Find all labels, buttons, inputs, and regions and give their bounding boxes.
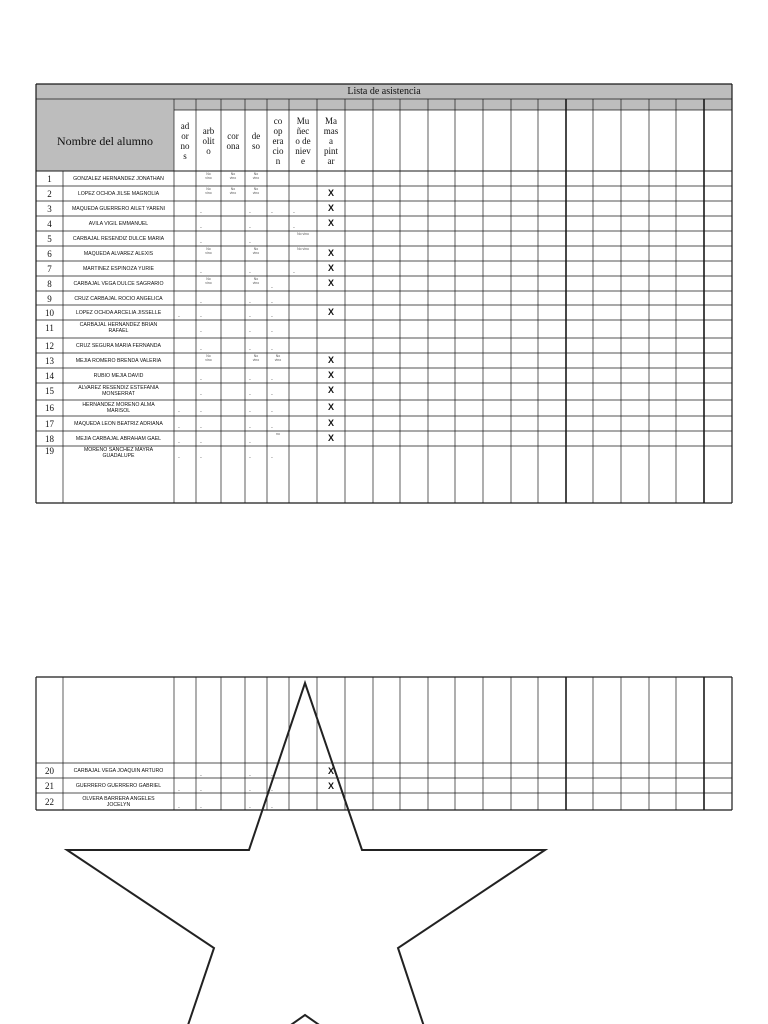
row-number: 14 bbox=[45, 370, 54, 381]
student-name: CARBAJAL VEGA JOAQUIN ARTURO bbox=[73, 768, 164, 774]
student-name: CRUZ CARBAJAL ROCIO ANGELICA bbox=[74, 295, 163, 302]
attendance-mark: . bbox=[249, 423, 251, 430]
attendance-mark: . bbox=[178, 803, 180, 810]
attendance-mark: . bbox=[271, 283, 273, 290]
attendance-mark: . bbox=[293, 208, 295, 215]
student-name: MEJIA ROMERO BRENDA VALERIA bbox=[75, 358, 162, 364]
attendance-mark: . bbox=[200, 327, 202, 334]
activity-column-header: arb olit o bbox=[202, 125, 215, 156]
row-number: 7 bbox=[47, 263, 52, 274]
activity-column-header: Ma mas a pint ar bbox=[323, 115, 339, 166]
attendance-mark: . bbox=[200, 407, 202, 414]
row-number: 5 bbox=[47, 233, 52, 244]
attendance-mark: . bbox=[271, 390, 273, 397]
attendance-mark: No vino bbox=[205, 277, 212, 285]
attendance-mark: . bbox=[200, 771, 202, 778]
attendance-mark: . bbox=[271, 453, 273, 460]
attendance-mark: . bbox=[249, 803, 251, 810]
attendance-mark: No vino bbox=[297, 232, 309, 236]
activity-column-header: co op era cio n bbox=[272, 115, 284, 166]
attendance-mark: No vino bbox=[297, 247, 309, 251]
attendance-mark: . bbox=[293, 268, 295, 275]
student-name: HERNANDEZ MORENO ALMA MARISOL bbox=[82, 402, 155, 414]
student-name: ALVAREZ RESENDIZ ESTEFANIA MONSERRAT bbox=[78, 385, 159, 397]
attendance-mark: . bbox=[249, 407, 251, 414]
row-number: 18 bbox=[45, 433, 54, 444]
attendance-mark: . bbox=[200, 453, 202, 460]
attendance-mark: . bbox=[271, 423, 273, 430]
attendance-mark: X bbox=[327, 780, 334, 791]
attendance-mark: . bbox=[271, 771, 273, 778]
attendance-mark: . bbox=[200, 238, 202, 245]
attendance-mark: No vino bbox=[252, 172, 260, 180]
attendance-mark: X bbox=[327, 278, 334, 288]
row-number: 3 bbox=[47, 203, 52, 214]
attendance-mark: . bbox=[200, 438, 202, 445]
row-number: 15 bbox=[45, 385, 54, 396]
attendance-mark: . bbox=[249, 208, 251, 215]
row-number: 10 bbox=[45, 307, 54, 318]
student-name: MAQUEDA GUERRERO AILET YARENI bbox=[71, 206, 166, 212]
attendance-mark: . bbox=[200, 312, 202, 319]
attendance-mark: . bbox=[271, 786, 273, 793]
attendance-mark: . bbox=[249, 375, 251, 382]
attendance-mark: No vino bbox=[205, 354, 212, 362]
attendance-mark: No vino bbox=[229, 187, 237, 195]
attendance-mark: No vino bbox=[229, 172, 237, 180]
row-number: 9 bbox=[47, 293, 52, 304]
attendance-mark: X bbox=[327, 248, 334, 258]
attendance-mark: . bbox=[249, 268, 251, 275]
attendance-mark: . bbox=[271, 312, 273, 319]
student-name: CARBAJAL VEGA DULCE SAGRARIO bbox=[73, 281, 164, 287]
row-number: 6 bbox=[47, 248, 52, 259]
attendance-mark: . bbox=[249, 771, 251, 778]
student-name: MEJIA CARBAJAL ABRAHAM GAEL bbox=[75, 436, 162, 442]
attendance-mark: X bbox=[327, 263, 334, 273]
activity-column-header: ad or no s bbox=[180, 120, 190, 161]
attendance-mark: . bbox=[200, 223, 202, 230]
attendance-mark: . bbox=[249, 453, 251, 460]
attendance-mark: . bbox=[178, 438, 180, 445]
name-column-header: Nombre del alumno bbox=[57, 133, 153, 148]
attendance-mark: . bbox=[178, 453, 180, 460]
student-name: LOPEZ OCHOA JILSE MAGNOLIA bbox=[77, 191, 160, 197]
table-title: Lista de asistencia bbox=[347, 85, 421, 97]
attendance-mark: X bbox=[327, 433, 334, 443]
row-number: 11 bbox=[45, 322, 54, 333]
row-number: 2 bbox=[47, 188, 52, 199]
student-name: GONZALEZ HERNANDEZ JONATHAN bbox=[73, 176, 164, 182]
attendance-mark: X bbox=[327, 418, 334, 428]
row-number: 1 bbox=[47, 173, 52, 184]
attendance-mark: . bbox=[271, 208, 273, 215]
activity-column-header: de so bbox=[251, 130, 261, 151]
attendance-mark: . bbox=[271, 345, 273, 352]
row-number: 4 bbox=[47, 218, 52, 229]
attendance-mark: . bbox=[178, 407, 180, 414]
attendance-mark: No vino bbox=[205, 247, 212, 255]
attendance-mark: X bbox=[327, 370, 334, 380]
attendance-mark: . bbox=[178, 423, 180, 430]
attendance-mark: . bbox=[249, 345, 251, 352]
attendance-mark: . bbox=[178, 312, 180, 319]
student-name: MAQUEDA LEON BEATRIZ ADRIANA bbox=[74, 421, 163, 427]
attendance-mark: . bbox=[271, 298, 273, 305]
attendance-mark: . bbox=[249, 438, 251, 445]
attendance-mark: . bbox=[249, 786, 251, 793]
student-name: CARBAJAL RESENDIZ DULCE MARIA bbox=[72, 236, 165, 242]
attendance-mark: . bbox=[249, 298, 251, 305]
attendance-mark: . bbox=[271, 375, 273, 382]
row-number: 8 bbox=[47, 278, 52, 289]
row-number: 21 bbox=[45, 780, 54, 791]
attendance-mark: . bbox=[200, 390, 202, 397]
attendance-mark: . bbox=[200, 786, 202, 793]
star-shape bbox=[67, 683, 545, 1024]
attendance-mark: . bbox=[200, 345, 202, 352]
attendance-mark: No vino bbox=[252, 247, 260, 255]
attendance-mark: . bbox=[200, 268, 202, 275]
attendance-mark: . bbox=[293, 223, 295, 230]
attendance-mark: X bbox=[327, 188, 334, 198]
activity-column-header: Mu ñec o de niev e bbox=[295, 115, 311, 166]
student-name: RUBIO MEJIA DAVID bbox=[93, 373, 144, 379]
attendance-mark: X bbox=[327, 355, 334, 365]
student-name: GUERRERO GUERRERO GABRIEL bbox=[75, 783, 162, 789]
attendance-mark: . bbox=[271, 803, 273, 810]
row-number: 16 bbox=[45, 402, 54, 413]
student-name: MAQUEDA ALVAREZ ALEXIS bbox=[83, 251, 154, 257]
attendance-mark: . bbox=[249, 238, 251, 245]
student-name: MARTINEZ ESPINOZA YURIE bbox=[82, 266, 154, 272]
attendance-mark: No vino bbox=[205, 187, 212, 195]
attendance-mark: X bbox=[327, 385, 334, 395]
row-number: 19 bbox=[45, 446, 54, 456]
attendance-mark: . bbox=[271, 407, 273, 414]
attendance-mark: X bbox=[327, 765, 334, 776]
attendance-mark: No vino bbox=[252, 277, 260, 285]
student-name: AVILA VIGIL EMMANUEL bbox=[88, 221, 149, 227]
attendance-mark: . bbox=[200, 375, 202, 382]
attendance-mark: No vino bbox=[205, 172, 212, 180]
student-name: MORENO SANCHEZ MAYRA GUADALUPE bbox=[83, 447, 154, 459]
attendance-mark: . bbox=[249, 223, 251, 230]
attendance-mark: . bbox=[200, 803, 202, 810]
attendance-mark: No vino bbox=[252, 354, 260, 362]
attendance-mark: X bbox=[327, 203, 334, 213]
attendance-mark: No vino bbox=[274, 354, 282, 362]
attendance-mark: X bbox=[327, 218, 334, 228]
attendance-mark: No vino bbox=[252, 187, 260, 195]
attendance-mark: X bbox=[327, 402, 334, 412]
student-name: CRUZ SEGURA MARIA FERNANDA bbox=[75, 343, 162, 349]
row-number: 12 bbox=[45, 340, 54, 351]
attendance-mark: . bbox=[200, 208, 202, 215]
attendance-mark: . bbox=[249, 390, 251, 397]
attendance-mark: . bbox=[200, 423, 202, 430]
row-number: 22 bbox=[45, 796, 54, 807]
attendance-mark: . bbox=[178, 786, 180, 793]
attendance-mark: no bbox=[276, 432, 280, 436]
row-number: 13 bbox=[45, 355, 54, 366]
row-number: 20 bbox=[45, 765, 54, 776]
row-number: 17 bbox=[45, 418, 54, 429]
attendance-mark: . bbox=[249, 312, 251, 319]
student-name: OLVERA BARRERA ANGELES JOCELYN bbox=[82, 796, 155, 808]
student-name: LOPEZ OCHOA ARCELIA JISSELLE bbox=[75, 310, 162, 316]
attendance-mark: X bbox=[327, 307, 334, 317]
attendance-mark: . bbox=[271, 327, 273, 334]
student-name: CARBAJAL HERNANDEZ BRIAN RAFAEL bbox=[79, 322, 158, 334]
attendance-mark: . bbox=[249, 327, 251, 334]
activity-column-header: cor ona bbox=[226, 130, 240, 151]
attendance-mark: . bbox=[200, 298, 202, 305]
